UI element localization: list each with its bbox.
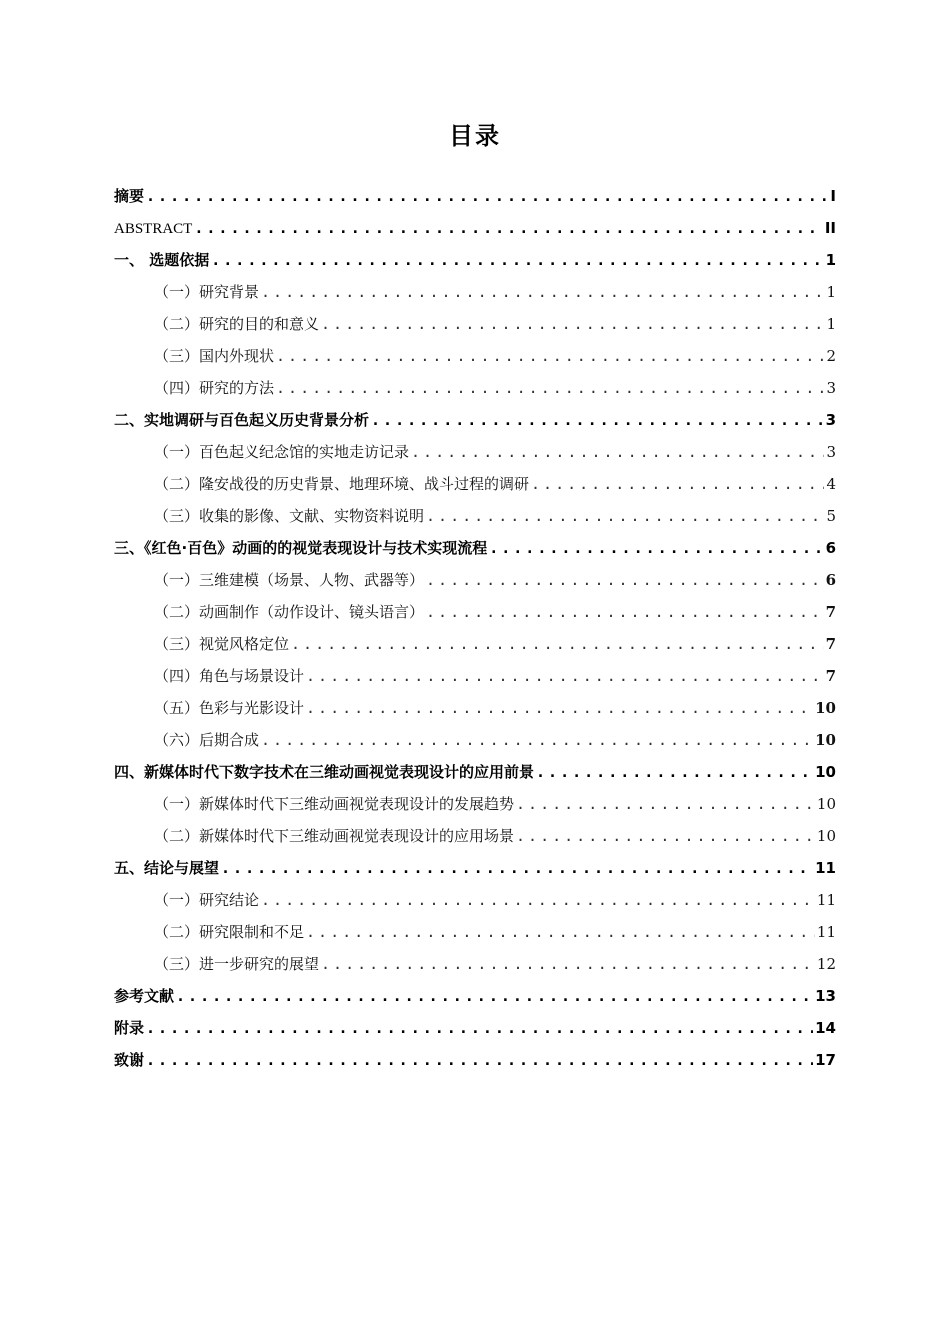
toc-entry-label: 三、《红色·百色》动画的的视觉表现设计与技术实现流程: [114, 539, 488, 557]
toc-dot-leader: [276, 372, 824, 404]
toc-dot-leader: [261, 276, 824, 308]
toc-entry-page: 13: [815, 987, 836, 1005]
toc-entry-label: 摘要: [114, 187, 145, 205]
toc-entry-label: （一）三维建模（场景、人物、武器等）: [154, 571, 425, 589]
toc-dot-leader: [426, 500, 824, 532]
toc-entry-page: 6: [825, 539, 836, 557]
toc-dot-leader: [306, 692, 813, 724]
toc-entry-label: （一）新媒体时代下三维动画视觉表现设计的发展趋势: [154, 795, 515, 813]
toc-entry-section[interactable]: [114, 468, 836, 500]
toc-entry-abstract-cn[interactable]: [114, 180, 836, 212]
toc-entry-chapter-2[interactable]: [114, 404, 836, 436]
toc-entry-section[interactable]: [114, 372, 836, 404]
toc-dot-leader: [176, 980, 813, 1012]
toc-entry-label: 参考文献: [114, 987, 175, 1005]
toc-entry-page: 1: [826, 283, 836, 301]
toc-entry-section[interactable]: [114, 500, 836, 532]
toc-dot-leader: [321, 308, 824, 340]
toc-dot-leader: [146, 180, 826, 212]
toc-entry-page: 10: [816, 795, 836, 813]
toc-entry-page: 11: [815, 859, 836, 877]
toc-dot-leader: [194, 212, 822, 244]
toc-entry-label: 致谢: [114, 1051, 145, 1069]
toc-dot-leader: [516, 788, 815, 820]
toc-entry-label: （二）研究的目的和意义: [154, 315, 320, 333]
toc-dot-leader: [371, 404, 824, 436]
toc-entry-label: （一）百色起义纪念馆的实地走访记录: [154, 443, 410, 461]
toc-dot-leader: [306, 916, 815, 948]
toc-entry-section[interactable]: [114, 340, 836, 372]
toc-entry-label: （二）新媒体时代下三维动画视觉表现设计的应用场景: [154, 827, 515, 845]
toc-dot-leader: [261, 724, 813, 756]
toc-entry-label: （三）进一步研究的展望: [154, 955, 320, 973]
toc-entry-references[interactable]: [114, 980, 836, 1012]
toc-dot-leader: [516, 820, 815, 852]
toc-entry-page: 7: [825, 635, 836, 653]
toc-entry-page: 4: [826, 475, 836, 493]
toc-entry-acknowledgements[interactable]: [114, 1044, 836, 1076]
toc-dot-leader: [146, 1044, 813, 1076]
toc-dot-leader: [411, 436, 824, 468]
toc-entry-page: 10: [816, 827, 836, 845]
toc-dot-leader: [221, 852, 813, 884]
toc-entry-label: 五、结论与展望: [114, 859, 220, 877]
toc-dot-leader: [489, 532, 823, 564]
toc-entry-page: 10: [815, 699, 836, 717]
toc-entry-page: 6: [825, 571, 836, 589]
toc-entry-page: II: [824, 219, 836, 237]
toc-dot-leader: [321, 948, 815, 980]
toc-entry-label: （一）研究背景: [154, 283, 260, 301]
toc-entry-appendix[interactable]: [114, 1012, 836, 1044]
toc-entry-section[interactable]: [114, 692, 836, 724]
toc-entry-page: 14: [815, 1019, 836, 1037]
toc-entry-section[interactable]: [114, 276, 836, 308]
toc-entry-page: 5: [826, 507, 836, 525]
toc-entry-page: 10: [815, 763, 836, 781]
toc-entry-label: （四）角色与场景设计: [154, 667, 305, 685]
toc-entry-chapter-4[interactable]: [114, 756, 836, 788]
toc-entry-label: （二）隆安战役的历史背景、地理环境、战斗过程的调研: [154, 475, 530, 493]
toc-entry-page: 7: [825, 603, 836, 621]
toc-entry-label: 一、 选题依据: [114, 251, 210, 269]
toc-dot-leader: [306, 660, 824, 692]
toc-dot-leader: [531, 468, 824, 500]
toc-entry-label: （一）研究结论: [154, 891, 260, 909]
toc-entry-label: （三）国内外现状: [154, 347, 275, 365]
toc-entry-section[interactable]: [114, 564, 836, 596]
toc-entry-section[interactable]: [114, 436, 836, 468]
toc-entry-label: 四、新媒体时代下数字技术在三维动画视觉表现设计的应用前景: [114, 763, 535, 781]
toc-entry-section[interactable]: [114, 916, 836, 948]
toc-entry-page: 2: [826, 347, 836, 365]
toc-entry-abstract-en[interactable]: [114, 212, 836, 244]
toc-entry-page: I: [830, 187, 836, 205]
toc-entry-section[interactable]: [114, 308, 836, 340]
toc-entry-page: 3: [826, 379, 836, 397]
toc-entry-chapter-5[interactable]: [114, 852, 836, 884]
toc-entry-section[interactable]: [114, 788, 836, 820]
toc-entry-page: 7: [825, 667, 836, 685]
toc-entry-page: 17: [815, 1051, 836, 1069]
toc-dot-leader: [211, 244, 823, 276]
toc-dot-leader: [426, 564, 824, 596]
toc-entry-section[interactable]: [114, 596, 836, 628]
toc-dot-leader: [426, 596, 824, 628]
toc-entry-page: 12: [816, 955, 836, 973]
toc-entry-label: （六）后期合成: [154, 731, 260, 749]
toc-entry-section[interactable]: [114, 948, 836, 980]
toc-entry-section[interactable]: [114, 820, 836, 852]
toc-entry-label: （三）收集的影像、文献、实物资料说明: [154, 507, 425, 525]
toc-entry-page: 1: [825, 251, 836, 269]
toc-entry-section[interactable]: [114, 628, 836, 660]
toc-dot-leader: [536, 756, 813, 788]
toc-entry-label: 二、实地调研与百色起义历史背景分析: [114, 411, 370, 429]
toc-entry-page: 3: [826, 443, 836, 461]
toc-entry-page: 1: [826, 315, 836, 333]
toc-entry-label: （四）研究的方法: [154, 379, 275, 397]
toc-entry-section[interactable]: [114, 660, 836, 692]
toc-entry-page: 3: [825, 411, 836, 429]
toc-entry-label: ABSTRACT: [114, 221, 193, 237]
toc-entry-chapter-3[interactable]: [114, 532, 836, 564]
page-title: 目录: [449, 122, 501, 150]
toc-dot-leader: [261, 884, 815, 916]
toc-entry-page: 11: [816, 891, 836, 909]
toc-dot-leader: [276, 340, 824, 372]
toc-dot-leader: [291, 628, 824, 660]
toc-entry-label: 附录: [114, 1019, 145, 1037]
toc-entry-label: （五）色彩与光影设计: [154, 699, 305, 717]
table-of-contents: [114, 180, 836, 1076]
toc-dot-leader: [146, 1012, 813, 1044]
toc-entry-label: （二）研究限制和不足: [154, 923, 305, 941]
toc-entry-label: （三）视觉风格定位: [154, 635, 290, 653]
toc-entry-page: 10: [815, 731, 836, 749]
toc-entry-chapter-1[interactable]: [114, 244, 836, 276]
toc-entry-section[interactable]: [114, 724, 836, 756]
toc-entry-page: 11: [816, 923, 836, 941]
toc-entry-section[interactable]: [114, 884, 836, 916]
toc-entry-label: （二）动画制作（动作设计、镜头语言）: [154, 603, 425, 621]
